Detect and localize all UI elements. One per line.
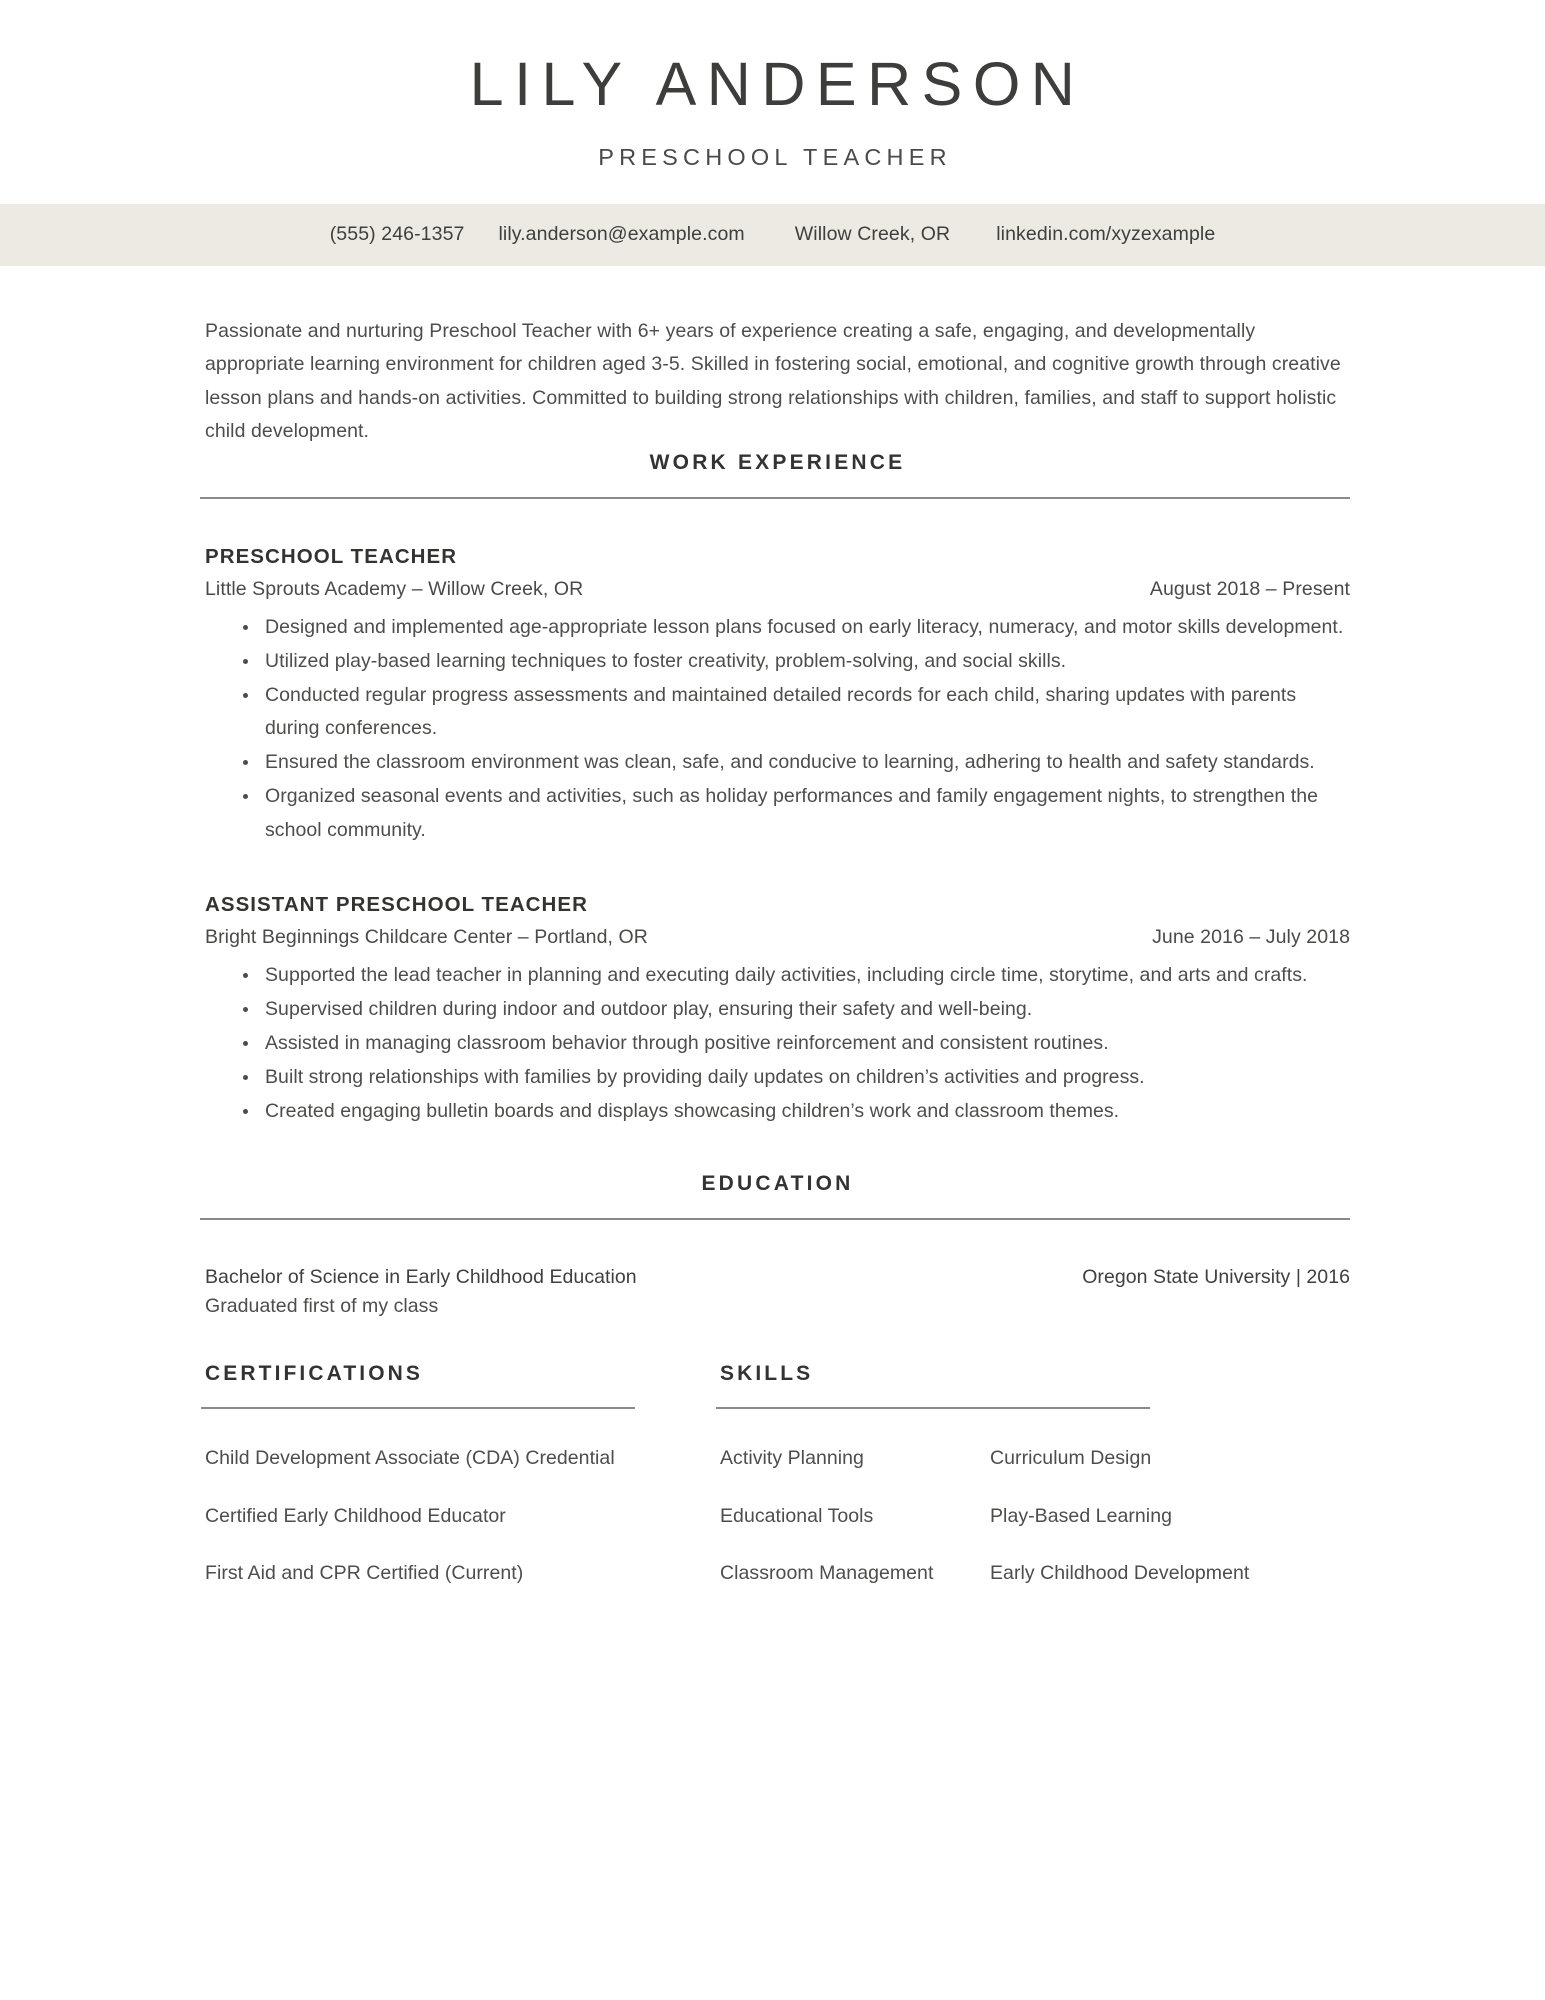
candidate-name: LILY ANDERSON	[469, 50, 1086, 118]
contact-bar	[0, 204, 1545, 266]
job-role: PRESCHOOL TEACHER	[205, 544, 458, 568]
skill-item: Curriculum Design	[990, 1447, 1152, 1470]
contact-phone[interactable]: (555) 246-1357	[329, 223, 465, 246]
contact-email[interactable]: lily.anderson@example.com	[498, 223, 745, 246]
skill-item: Early Childhood Development	[990, 1561, 1250, 1584]
work-experience-divider	[200, 497, 1350, 499]
skills-section	[720, 1362, 1350, 1615]
certification-item: Certified Early Childhood Educator	[205, 1504, 506, 1527]
job-company: Bright Beginnings Childcare Center – Portland, OR	[205, 925, 648, 948]
job-entry	[205, 893, 1350, 1129]
skills-column-right	[990, 1443, 1350, 1615]
certifications-divider	[201, 1407, 635, 1409]
certification-item: Child Development Associate (CDA) Credential	[205, 1447, 615, 1470]
certification-item: First Aid and CPR Certified (Current)	[205, 1561, 524, 1584]
skills-divider	[716, 1407, 1150, 1409]
job-bullet: Organized seasonal events and activities, such as holiday performances and family engagement nights, to strengthen the school community.	[243, 780, 1350, 846]
job-bullet-list	[205, 959, 1350, 1129]
skills-heading: SKILLS	[720, 1362, 814, 1386]
work-experience-section	[205, 451, 1350, 1129]
job-dates: June 2016 – July 2018	[1152, 925, 1350, 948]
job-bullet: Ensured the classroom environment was clean, safe, and conducive to learning, adhering to health and safety standards.	[243, 746, 1350, 779]
job-bullet: Conducted regular progress assessments and maintained detailed records for each child, sharing updates with parents during conferences.	[243, 679, 1350, 745]
work-experience-heading: WORK EXPERIENCE	[649, 450, 906, 474]
job-role: ASSISTANT PRESCHOOL TEACHER	[205, 892, 588, 916]
job-company: Little Sprouts Academy – Willow Creek, OR	[205, 577, 584, 600]
skill-item: Activity Planning	[720, 1447, 864, 1470]
skill-item: Educational Tools	[720, 1504, 874, 1527]
contact-list	[330, 223, 1216, 246]
education-section	[205, 1172, 1350, 1318]
certifications-skills-row	[205, 1362, 1350, 1615]
job-bullet: Supervised children during indoor and outdoor play, ensuring their safety and well-being.	[243, 993, 1350, 1026]
candidate-job-title: PRESCHOOL TEACHER	[598, 143, 952, 170]
professional-summary: Passionate and nurturing Preschool Teacher with 6+ years of experience creating a safe, engaging, and developmentally appropriate learning environment for children aged 3-5. Skilled in fostering social, emotional, and cognitive growth through creative lesson plans and hands-on activities. Committed to building strong relationships with children, families, and staff to support holistic child development.	[205, 319, 1341, 443]
job-meta	[205, 578, 1350, 601]
job-entry	[205, 545, 1350, 847]
job-meta	[205, 926, 1350, 949]
job-bullet: Designed and implemented age-appropriate lesson plans focused on early literacy, numeracy, and motor skills development.	[243, 611, 1350, 644]
education-divider	[200, 1218, 1350, 1220]
job-bullet: Assisted in managing classroom behavior through positive reinforcement and consistent routines.	[243, 1027, 1350, 1060]
education-entry	[205, 1266, 1350, 1318]
skills-column-left	[720, 1443, 990, 1615]
job-bullet: Created engaging bulletin boards and displays showcasing children’s work and classroom themes.	[243, 1095, 1350, 1128]
resume-body	[0, 266, 1545, 1615]
education-note: Graduated first of my class	[205, 1295, 439, 1318]
education-row	[205, 1266, 1350, 1289]
contact-location: Willow Creek, OR	[794, 223, 951, 246]
education-school: Oregon State University | 2016	[1082, 1266, 1350, 1289]
job-bullet-list	[205, 611, 1350, 847]
resume-header	[0, 0, 1545, 171]
certifications-list	[205, 1443, 720, 1588]
certifications-section	[205, 1362, 720, 1615]
certifications-heading: CERTIFICATIONS	[205, 1362, 424, 1386]
job-bullet: Built strong relationships with families by providing daily updates on children’s activities and progress.	[243, 1061, 1350, 1094]
education-heading: EDUCATION	[701, 1172, 854, 1196]
contact-linkedin[interactable]: linkedin.com/xyzexample	[996, 223, 1216, 246]
skill-item: Classroom Management	[720, 1561, 934, 1584]
skills-grid	[720, 1443, 1350, 1615]
skill-item: Play-Based Learning	[990, 1504, 1172, 1527]
job-bullet: Utilized play-based learning techniques to foster creativity, problem-solving, and social skills.	[243, 645, 1350, 678]
education-degree: Bachelor of Science in Early Childhood Education	[205, 1266, 637, 1289]
job-dates: August 2018 – Present	[1149, 577, 1350, 600]
job-bullet: Supported the lead teacher in planning and executing daily activities, including circle time, storytime, and arts and crafts.	[243, 959, 1350, 992]
